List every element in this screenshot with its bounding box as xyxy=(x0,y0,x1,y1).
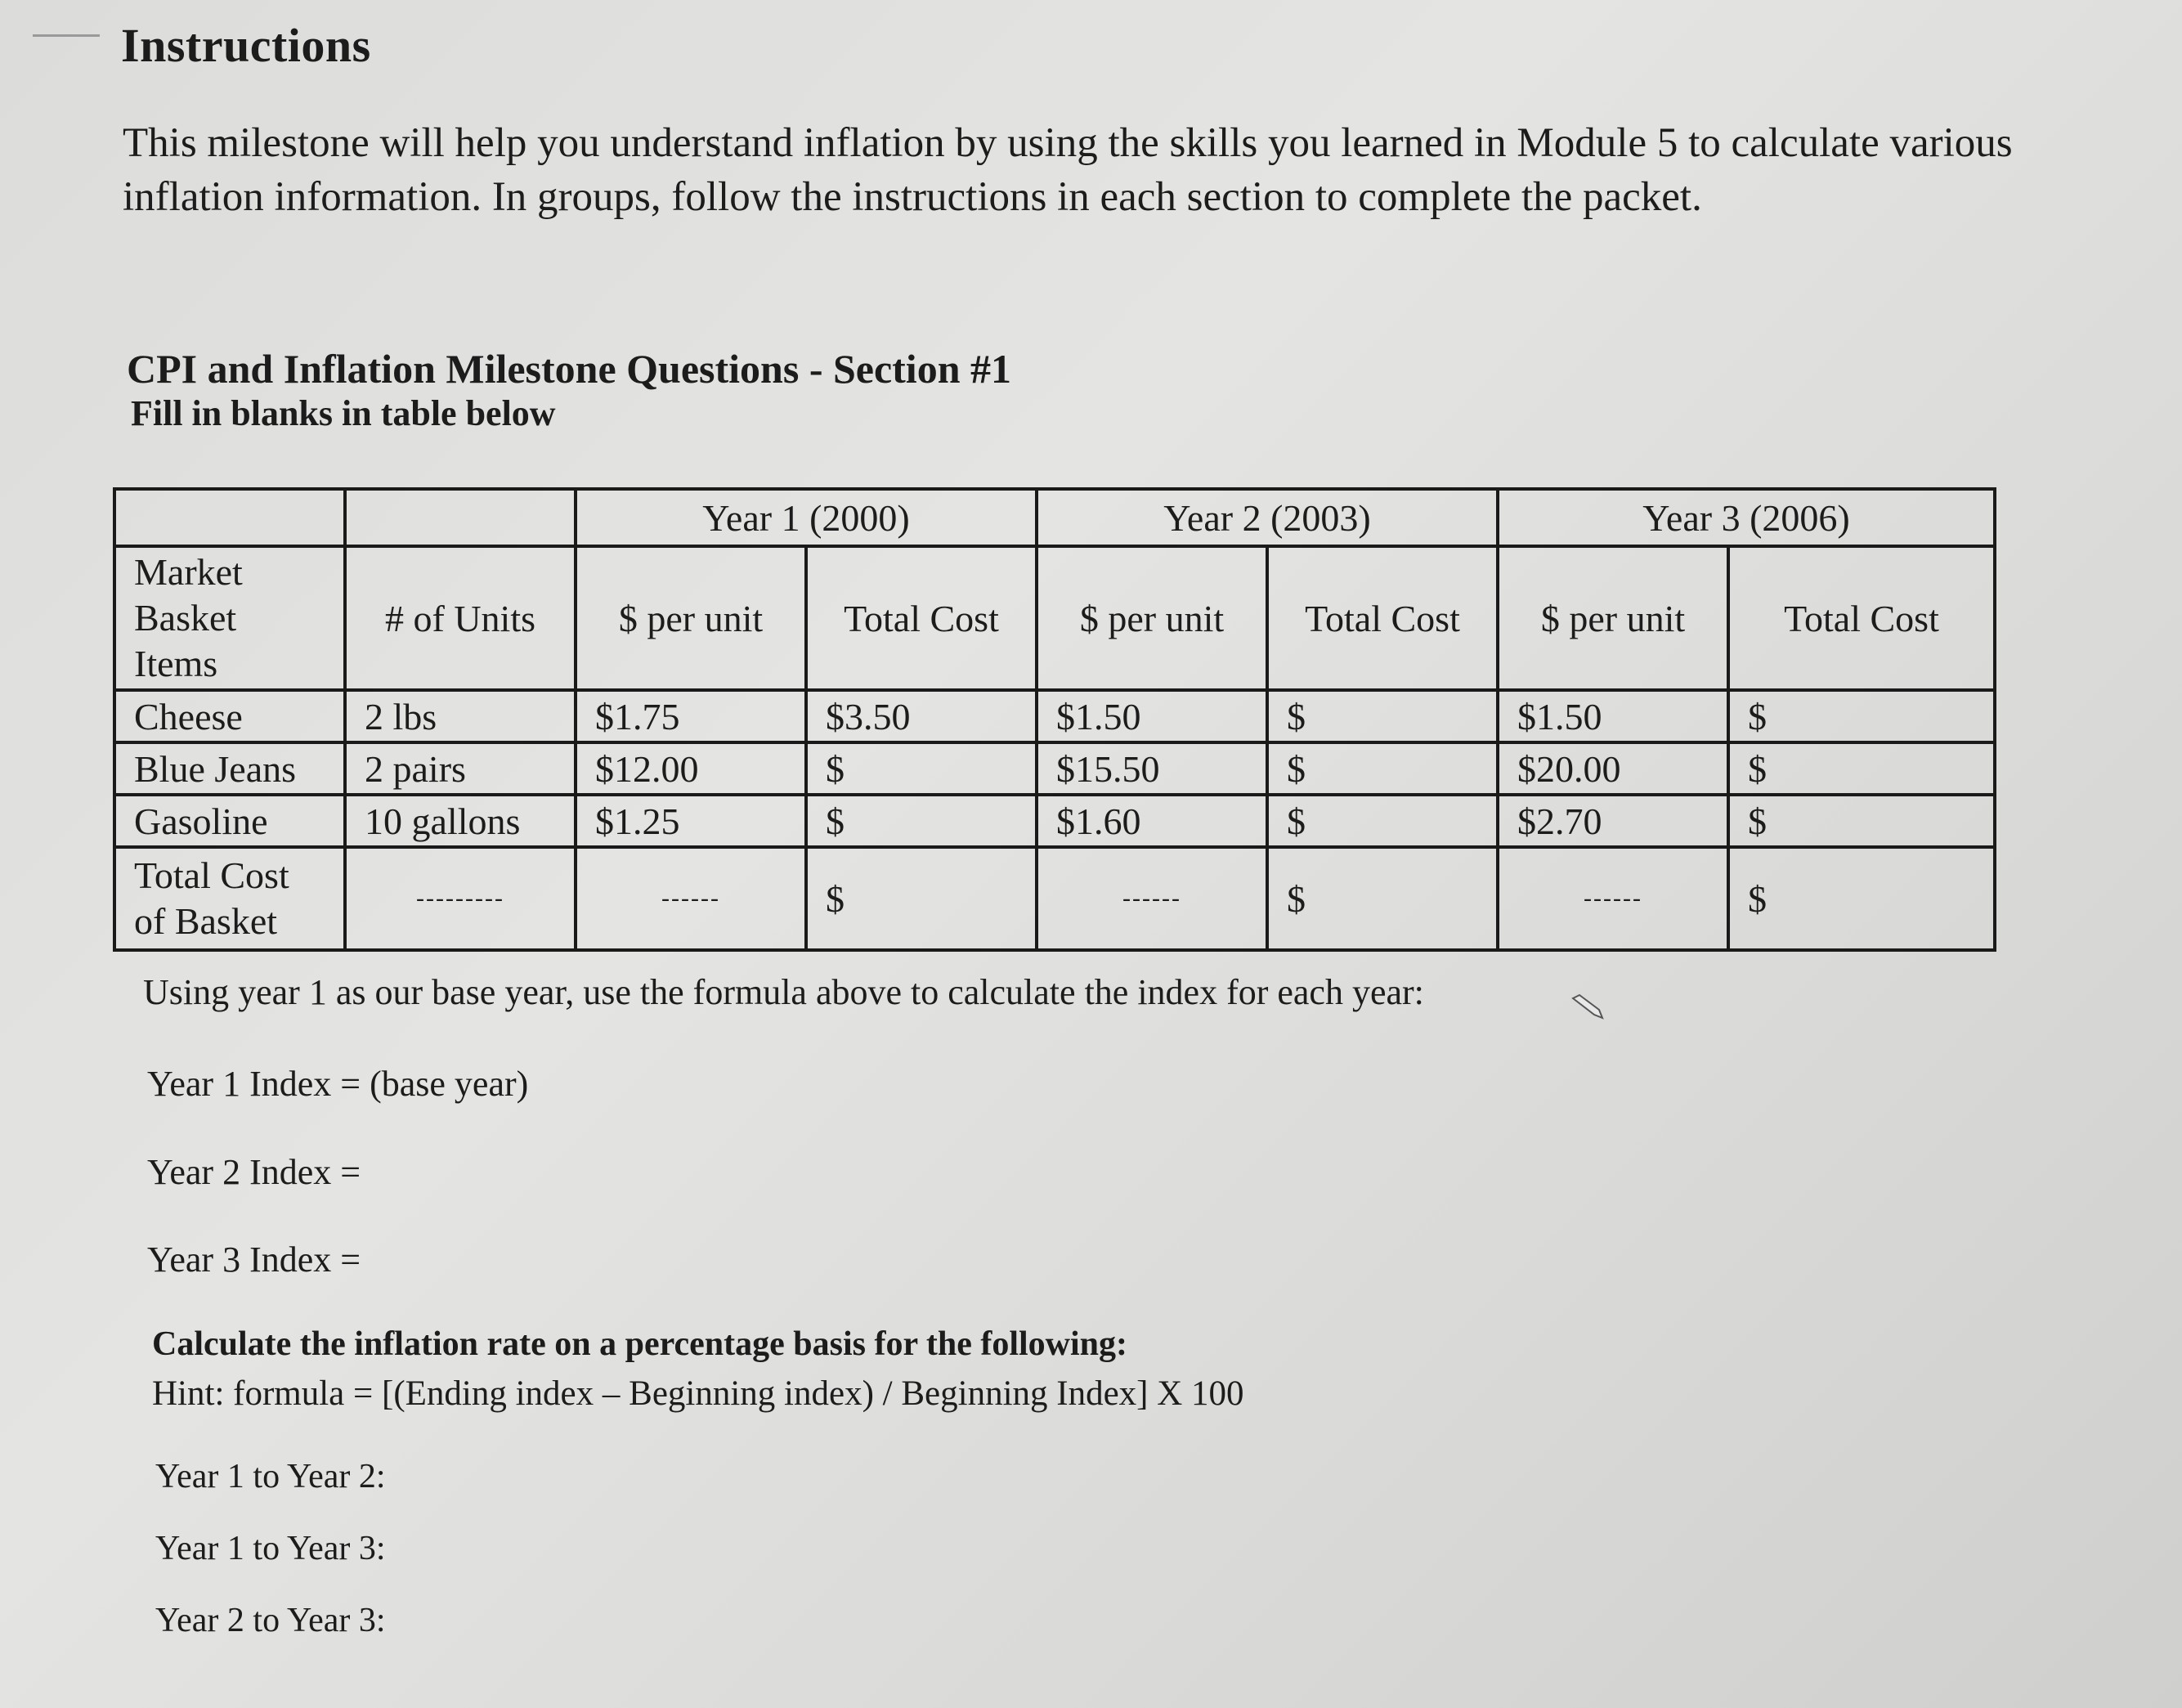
year-1-header: Year 1 (2000) xyxy=(576,489,1037,546)
market-basket-table xyxy=(113,487,1996,952)
y2-price-cell: $1.60 xyxy=(1037,795,1267,847)
y3-price-cell: $2.70 xyxy=(1498,795,1728,847)
year-2-index: Year 2 Index = xyxy=(147,1152,361,1192)
col-header-y1-total: Total Cost xyxy=(806,546,1037,690)
y1-price-cell: $1.75 xyxy=(576,690,806,742)
page-heading: Instructions xyxy=(121,19,371,72)
y3-total-blank[interactable]: $ xyxy=(1728,690,1995,742)
corner-mark xyxy=(33,34,100,37)
units-cell: 2 lbs xyxy=(345,690,576,742)
intro-paragraph: This milestone will help you understand inflation by using the skills you learned in Module 5 to calculate various inflation information. In groups, follow the instructions in each section to complete the packet. xyxy=(123,120,2013,220)
y2-basket-total-blank[interactable]: $ xyxy=(1267,847,1498,950)
blank-header-cell xyxy=(345,489,576,546)
year-2-header: Year 2 (2003) xyxy=(1037,489,1498,546)
item-cell: Blue Jeans xyxy=(114,742,345,795)
pencil-cursor-icon xyxy=(1570,993,1612,1021)
y3-basket-total-blank[interactable]: $ xyxy=(1728,847,1995,950)
col-header-units: # of Units xyxy=(345,546,576,690)
y1-price-cell: $1.25 xyxy=(576,795,806,847)
rate-year1-year2: Year 1 to Year 2: xyxy=(155,1458,386,1495)
table-row xyxy=(114,795,1995,847)
index-prompt: Using year 1 as our base year, use the formula above to calculate the index for each year: xyxy=(143,972,1424,1012)
col-header-y2-price: $ per unit xyxy=(1037,546,1267,690)
y3-total-blank[interactable]: $ xyxy=(1728,795,1995,847)
units-dash: --------- xyxy=(345,847,576,950)
total-cost-label: Total Cost of Basket xyxy=(114,847,345,950)
y3-price-cell: $20.00 xyxy=(1498,742,1728,795)
col-header-y2-total: Total Cost xyxy=(1267,546,1498,690)
y2-total-blank[interactable]: $ xyxy=(1267,795,1498,847)
rate-year1-year3: Year 1 to Year 3: xyxy=(155,1530,386,1567)
rate-year2-year3: Year 2 to Year 3: xyxy=(155,1602,386,1639)
year-1-index: Year 1 Index = (base year) xyxy=(147,1064,529,1104)
y1-total-blank[interactable]: $ xyxy=(806,742,1037,795)
y1-basket-total-blank[interactable]: $ xyxy=(806,847,1037,950)
units-cell: 2 pairs xyxy=(345,742,576,795)
y3-price-cell: $1.50 xyxy=(1498,690,1728,742)
table-row xyxy=(114,690,1995,742)
y1-total-cell: $3.50 xyxy=(806,690,1037,742)
y3-price-dash: ------ xyxy=(1498,847,1728,950)
inflation-rate-title: Calculate the inflation rate on a percentage basis for the following: xyxy=(152,1325,1128,1363)
y2-price-dash: ------ xyxy=(1037,847,1267,950)
table-year-header-row xyxy=(114,489,1995,546)
blank-header-cell xyxy=(114,489,345,546)
total-cost-row xyxy=(114,847,1995,950)
item-cell: Gasoline xyxy=(114,795,345,847)
col-header-y3-price: $ per unit xyxy=(1498,546,1728,690)
item-cell: Cheese xyxy=(114,690,345,742)
y3-total-blank[interactable]: $ xyxy=(1728,742,1995,795)
section-subtitle: Fill in blanks in table below xyxy=(131,393,556,433)
col-header-y3-total: Total Cost xyxy=(1728,546,1995,690)
col-header-items: Market Basket Items xyxy=(114,546,345,690)
year-3-index: Year 3 Index = xyxy=(147,1240,361,1280)
units-cell: 10 gallons xyxy=(345,795,576,847)
y2-total-blank[interactable]: $ xyxy=(1267,690,1498,742)
year-3-header: Year 3 (2006) xyxy=(1498,489,1995,546)
y2-price-cell: $15.50 xyxy=(1037,742,1267,795)
y2-price-cell: $1.50 xyxy=(1037,690,1267,742)
y1-total-blank[interactable]: $ xyxy=(806,795,1037,847)
y1-price-cell: $12.00 xyxy=(576,742,806,795)
section-title: CPI and Inflation Milestone Questions - Section #1 xyxy=(127,346,1012,392)
col-header-y1-price: $ per unit xyxy=(576,546,806,690)
inflation-formula-hint: Hint: formula = [(Ending index – Beginning index) / Beginning Index] X 100 xyxy=(152,1374,1244,1413)
table-row xyxy=(114,742,1995,795)
table-column-header-row xyxy=(114,546,1995,690)
y1-price-dash: ------ xyxy=(576,847,806,950)
y2-total-blank[interactable]: $ xyxy=(1267,742,1498,795)
